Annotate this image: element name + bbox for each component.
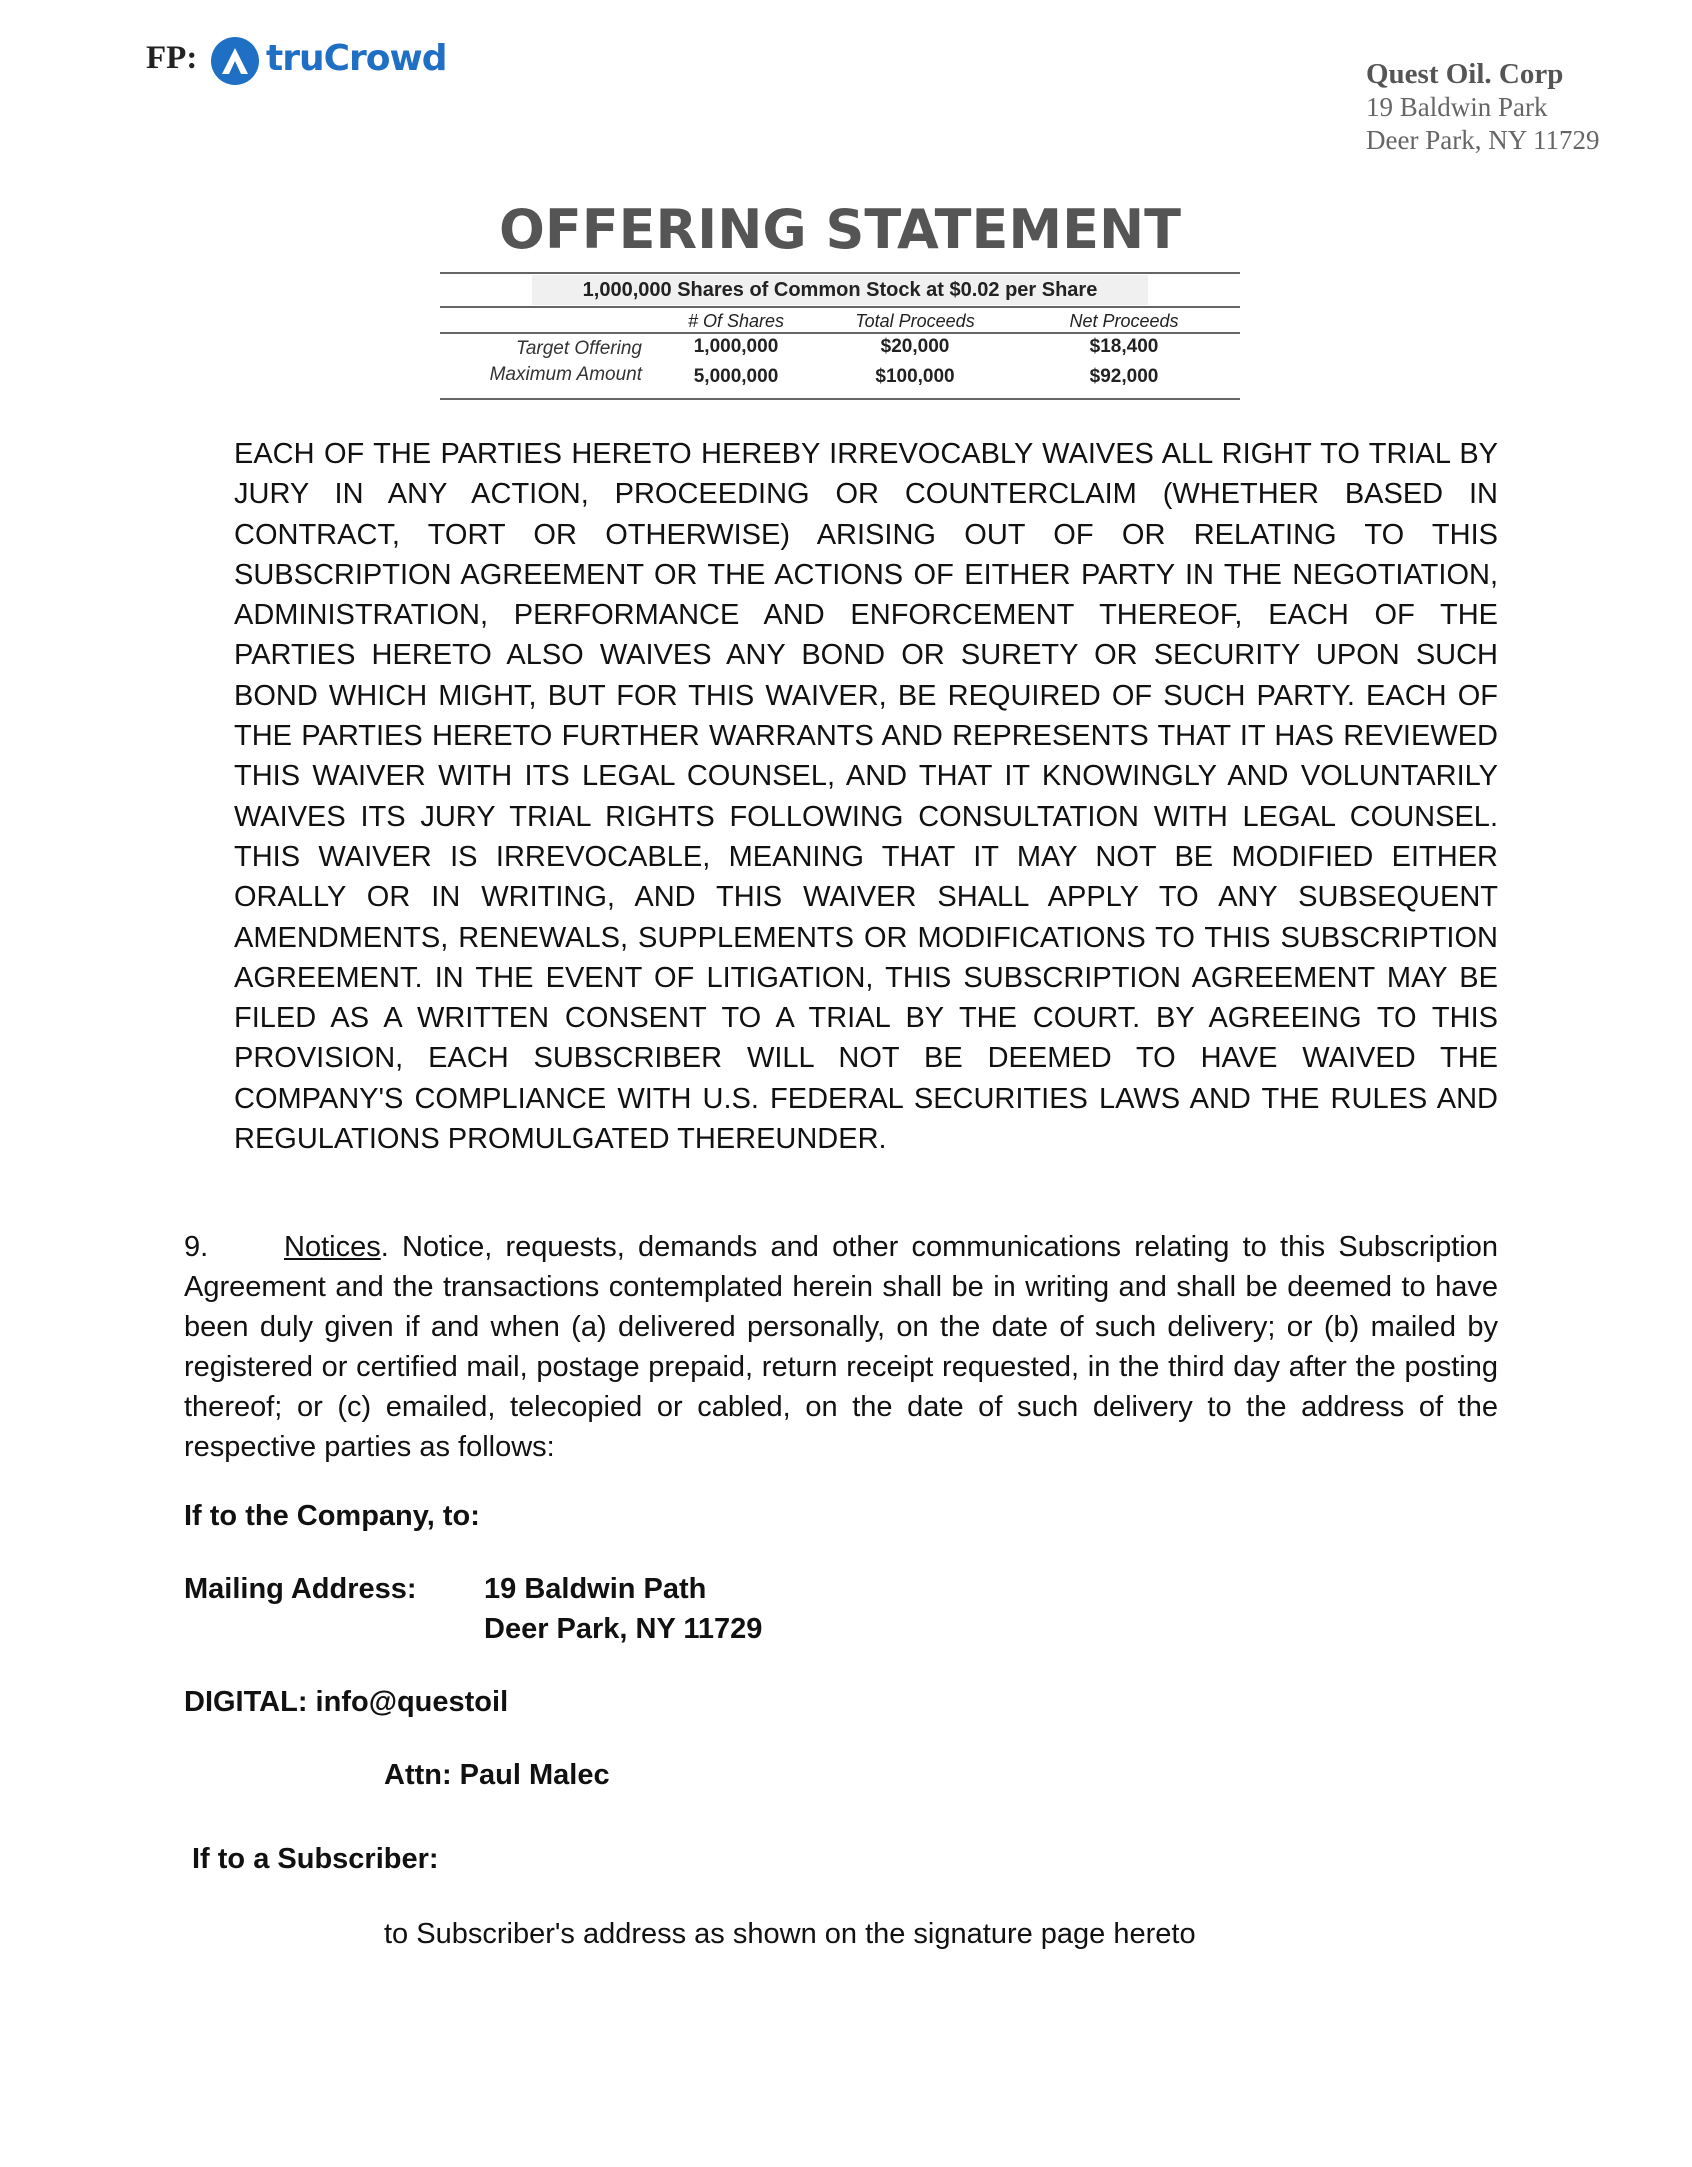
notices-text: . Notice, requests, demands and other communications relating to this Subscription Agreement and the transactions contemplated herein shall be in writing and shall be deemed to have been duly given if and when (a) delivered personally, on the date of such delivery; or (b) mailed by registered or certified mail, postage prepaid, return receipt requested, in the third day after the posting thereof; or (c) emailed, telecopied or cabled, on the date of such delivery to the address of the respective parties as follows: [184, 1231, 1498, 1463]
company-heading: If to the Company, to: [184, 1500, 480, 1532]
mailing-address-line-2: Deer Park, NY 11729 [484, 1613, 763, 1645]
digital-contact: DIGITAL: info@questoil [184, 1686, 509, 1718]
company-address-line-2: Deer Park, NY 11729 [1366, 125, 1600, 155]
maximum-net: $92,000 [1089, 366, 1159, 387]
header-rule [440, 332, 1240, 334]
mailing-address-line-1: 19 Baldwin Path [484, 1573, 707, 1605]
notices-heading: Notices [284, 1231, 381, 1263]
brand-name: truCrowd [266, 38, 447, 79]
trucrowd-logo-icon [210, 36, 260, 86]
company-address-line-1: 19 Baldwin Park [1366, 92, 1548, 122]
offering-title: OFFERING STATEMENT [498, 198, 1182, 261]
maximum-shares: 5,000,000 [693, 366, 779, 387]
row-label-maximum: Maximum Amount [489, 364, 642, 385]
company-address-block [1366, 58, 1656, 157]
company-name: Quest Oil. Corp [1366, 58, 1564, 90]
table-rule-bottom [440, 398, 1240, 400]
maximum-total: $100,000 [875, 366, 955, 387]
subtitle-rule [440, 306, 1240, 308]
subscriber-heading: If to a Subscriber: [192, 1843, 439, 1875]
column-header-shares: # Of Shares [687, 311, 785, 331]
mailing-address-label: Mailing Address: [184, 1573, 417, 1605]
column-header-total-proceeds: Total Proceeds [855, 311, 975, 331]
offering-subtitle: 1,000,000 Shares of Common Stock at $0.02 per Share [532, 275, 1148, 305]
fp-label: FP: [146, 40, 198, 76]
target-total: $20,000 [880, 336, 950, 357]
subscriber-address-text: to Subscriber's address as shown on the signature page hereto [384, 1918, 1196, 1950]
column-header-net-proceeds: Net Proceeds [1069, 311, 1179, 331]
jury-waiver-paragraph: EACH OF THE PARTIES HERETO HEREBY IRREVOCABLY WAIVES ALL RIGHT TO TRIAL BY JURY IN ANY ACTION, PROCEEDING OR COUNTERCLAIM (WHETHER BASED IN CONTRACT, TORT OR OTHERWISE) ARISING OUT OF OR RELATING TO THIS SUBSCRIPTION AGREEMENT OR THE ACTIONS OF EITHER PARTY IN THE NEGOTIATION, ADMINISTRATION, PERFORMANCE AND ENFORCEMENT THEREOF, EACH OF THE PARTIES HERETO ALSO WAIVES ANY BOND OR SURETY OR SECURITY UPON SUCH BOND WHICH MIGHT, BUT FOR THIS WAIVER, BE REQUIRED OF SUCH PARTY. EACH OF THE PARTIES HERETO FURTHER WARRANTS AND REPRESENTS THAT IT HAS REVIEWED THIS WAIVER WITH ITS LEGAL COUNSEL, AND THAT IT KNOWINGLY AND VOLUNTARILY WAIVES ITS JURY TRIAL RIGHTS FOLLOWING CONSULTATION WITH LEGAL COUNSEL. THIS WAIVER IS IRREVOCABLE, MEANING THAT IT MAY NOT BE MODIFIED EITHER ORALLY OR IN WRITING, AND THIS WAIVER SHALL APPLY TO ANY SUBSEQUENT AMENDMENTS, RENEWALS, SUPPLEMENTS OR MODIFICATIONS TO THIS SUBSCRIPTION AGREEMENT. IN THE EVENT OF LITIGATION, THIS SUBSCRIPTION AGREEMENT MAY BE FILED AS A WRITTEN CONSENT TO A TRIAL BY THE COURT. BY AGREEING TO THIS PROVISION, EACH SUBSCRIBER WILL NOT BE DEEMED TO HAVE WAIVED THE COMPANY'S COMPLIANCE WITH U.S. FEDERAL SECURITIES LAWS AND THE RULES AND REGULATIONS PROMULGATED THEREUNDER. [234, 438, 1498, 1156]
section-number: 9. [184, 1231, 209, 1263]
target-shares: 1,000,000 [693, 336, 779, 357]
notices-paragraph [184, 1227, 1498, 1467]
attn-line: Attn: Paul Malec [384, 1759, 610, 1791]
title-rule-top [440, 272, 1240, 274]
target-net: $18,400 [1089, 336, 1159, 357]
row-label-target: Target Offering [515, 338, 642, 359]
